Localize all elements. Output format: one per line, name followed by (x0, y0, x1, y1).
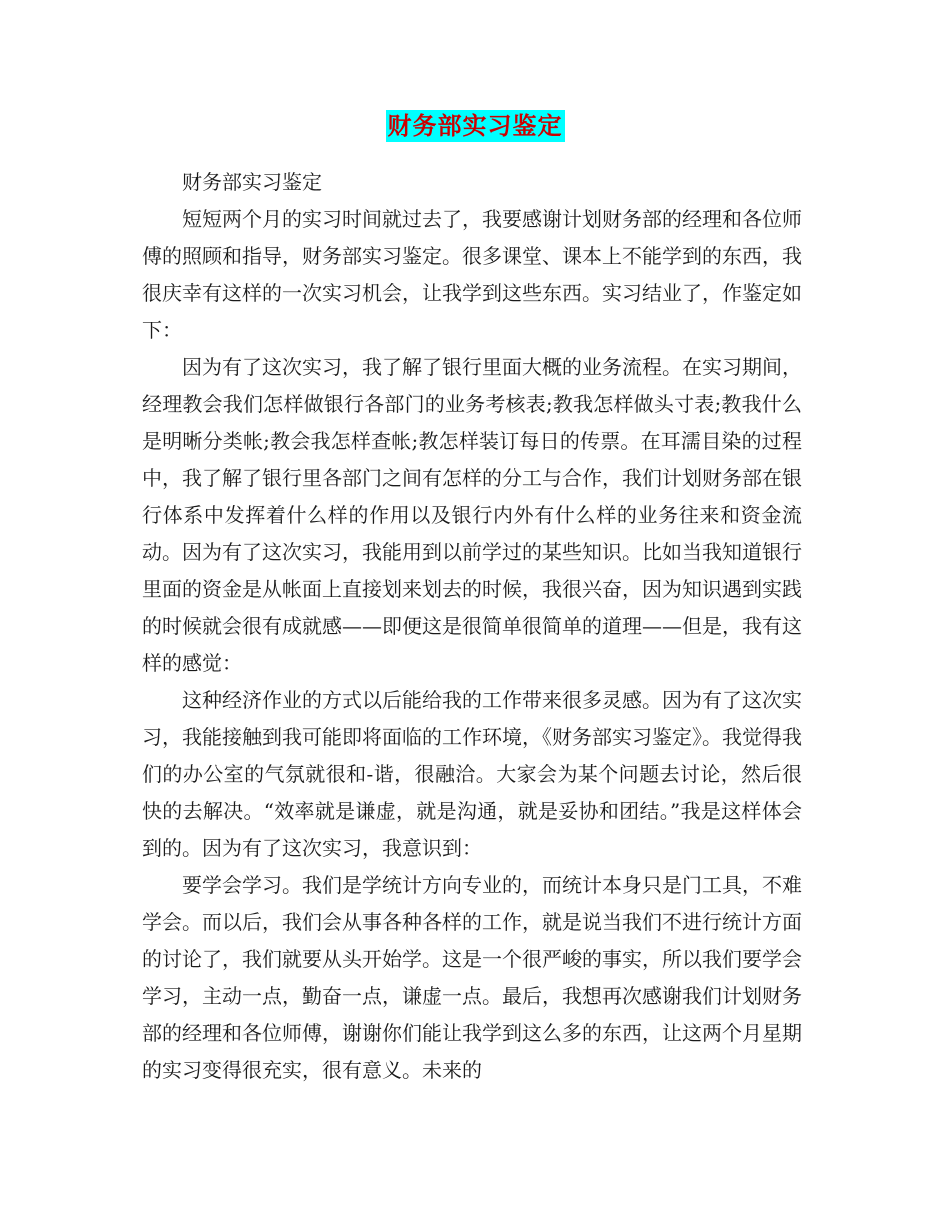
paragraph-subtitle: 财务部实习鉴定 (182, 170, 322, 194)
paragraph-business-process: 因为有了这次实习，我了解了银行里面大概的业务流程。在实习期间，经理教会我们怎样做银行各部门的业务考核表;教我怎样做头寸表;教我什么是明晰分类帐;教会我怎样查帐;教怎样装订每日的传票。在耳濡目染的过程中，我了解了银行里各部门之间有怎样的分工与合作，我们计划财务部在银行体系中发挥着什么样的作用以及银行内外有什么样的业务往来和资金流动。因为有了这次实习，我能用到以前学过的某些知识。比如当我知道银行里面的资金是从帐面上直接划来划去的时候，我很兴奋，因为知识遇到实践的时候就会很有成就感——即便这是很简单很简单的道理——但是，我有这样的感觉： (142, 355, 802, 675)
paragraph-intro: 短短两个月的实习时间就过去了，我要感谢计划财务部的经理和各位师傅的照顾和指导，财务部实习鉴定。很多课堂、课本上不能学到的东西，我很庆幸有这样的一次实习机会，让我学到这些东西。实习结业了，作鉴定如下： (142, 207, 802, 342)
document-title: 财务部实习鉴定 (387, 111, 563, 140)
document-body (142, 164, 802, 1089)
paragraph-learning: 要学会学习。我们是学统计方向专业的，而统计本身只是门工具，不难学会。而以后，我们会从事各种各样的工作，就是说当我们不进行统计方面的讨论了，我们就要从头开始学。这是一个很严峻的事实，所以我们要学会学习，主动一点，勤奋一点，谦虚一点。最后，我想再次感谢我们计划财务部的经理和各位师傅，谢谢你们能让我学到这么多的东西，让这两个月星期的实习变得很充实，很有意义。未来的 (142, 873, 802, 1082)
paragraph-work-environment: 这种经济作业的方式以后能给我的工作带来很多灵感。因为有了这次实习，我能接触到我可能即将面临的工作环境，《财务部实习鉴定》。我觉得我们的办公室的气氛就很和-谐，很融洽。大家会为某个问题去讨论，然后很快的去解决。“效率就是谦虚，就是沟通，就是妥协和团结。”我是这样体会到的。因为有了这次实习，我意识到： (142, 688, 802, 860)
title-container (0, 110, 950, 142)
